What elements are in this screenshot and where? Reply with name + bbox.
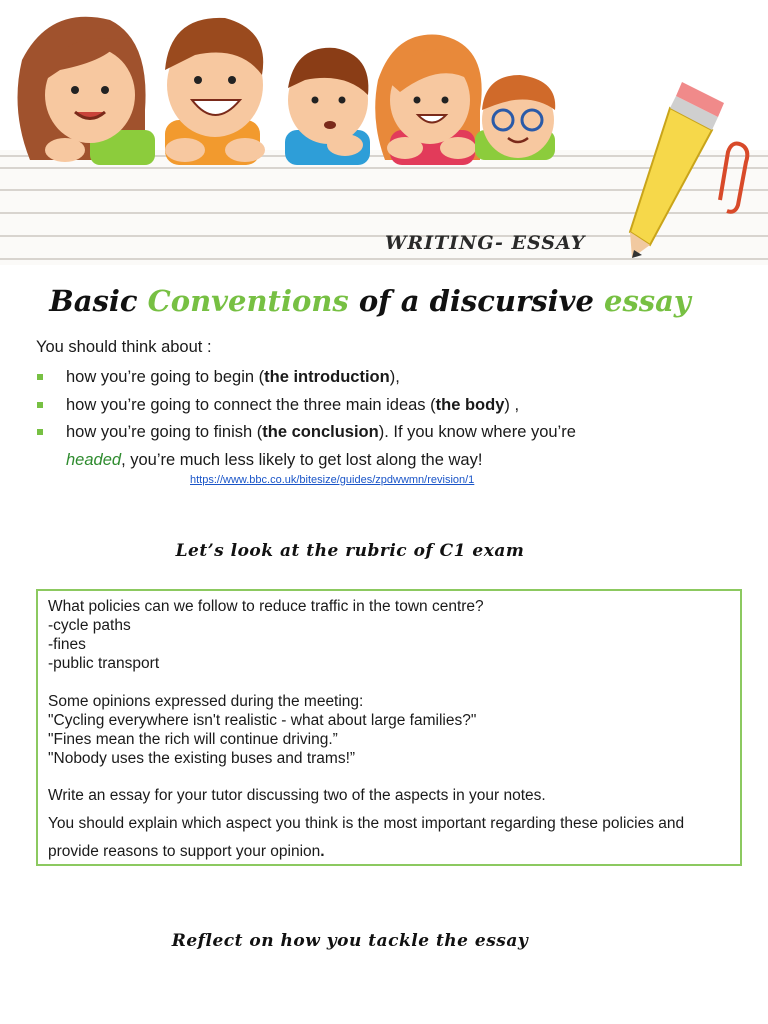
conventions-list [36, 364, 736, 474]
header-banner [0, 0, 768, 265]
title-word-basic: Basic [49, 284, 148, 318]
list-item: how you’re going to connect the three main ideas (the body) , [36, 392, 736, 420]
rubric-note: -fines [48, 636, 86, 653]
girl-left-figure [18, 17, 156, 165]
bullet-square-icon [37, 429, 43, 435]
rubric-heading: Let’s look at the rubric of C1 exam [175, 541, 525, 561]
title-word-conventions: Conventions [147, 284, 349, 318]
title-word-essay: essay [604, 284, 691, 318]
bullet-square-icon [37, 402, 43, 408]
boy-center-left-figure [165, 18, 265, 165]
rubric-note: -cycle paths [48, 617, 131, 634]
bullet-square-icon [37, 374, 43, 380]
boy-center-figure [285, 48, 370, 165]
opinion-quote: "Cycling everywhere isn't realistic - what about large families?" [48, 712, 477, 729]
list-item: how you’re going to finish (the conclusion). If you know where you’re headed, you’re much less likely to get lost along the way! [36, 419, 736, 474]
headed-word: headed [66, 450, 122, 469]
kids-illustration [0, 0, 768, 265]
banner-title: WRITING- ESSAY [385, 232, 586, 254]
opinion-quote: "Nobody uses the existing buses and trams!” [48, 750, 356, 767]
rubric-question: What policies can we follow to reduce traffic in the town centre? [48, 598, 484, 615]
opinion-quote: "Fines mean the rich will continue driving.” [48, 731, 338, 748]
title-word-discursive: of a discursive [348, 284, 604, 318]
girl-center-right-figure [375, 35, 481, 165]
reflect-heading: Reflect on how you tackle the essay [171, 931, 529, 951]
rubric-box [36, 589, 742, 866]
opinions-title: Some opinions expressed during the meeting: [48, 693, 364, 710]
list-item: how you’re going to begin (the introduction), [36, 364, 736, 392]
task-instruction-2: You should explain which aspect you think is the most important regarding these policies and provide reasons to support your opinion. [48, 815, 685, 860]
rubric-note: -public transport [48, 655, 160, 672]
intro-text: You should think about : [36, 338, 212, 356]
boy-glasses-figure [475, 75, 555, 160]
task-instruction: Write an essay for your tutor discussing two of the aspects in your notes. [48, 787, 546, 804]
bbc-bitesize-link[interactable]: https://www.bbc.co.uk/bitesize/guides/zpdwwmn/revision/1 [190, 474, 475, 486]
page-title [0, 284, 740, 318]
